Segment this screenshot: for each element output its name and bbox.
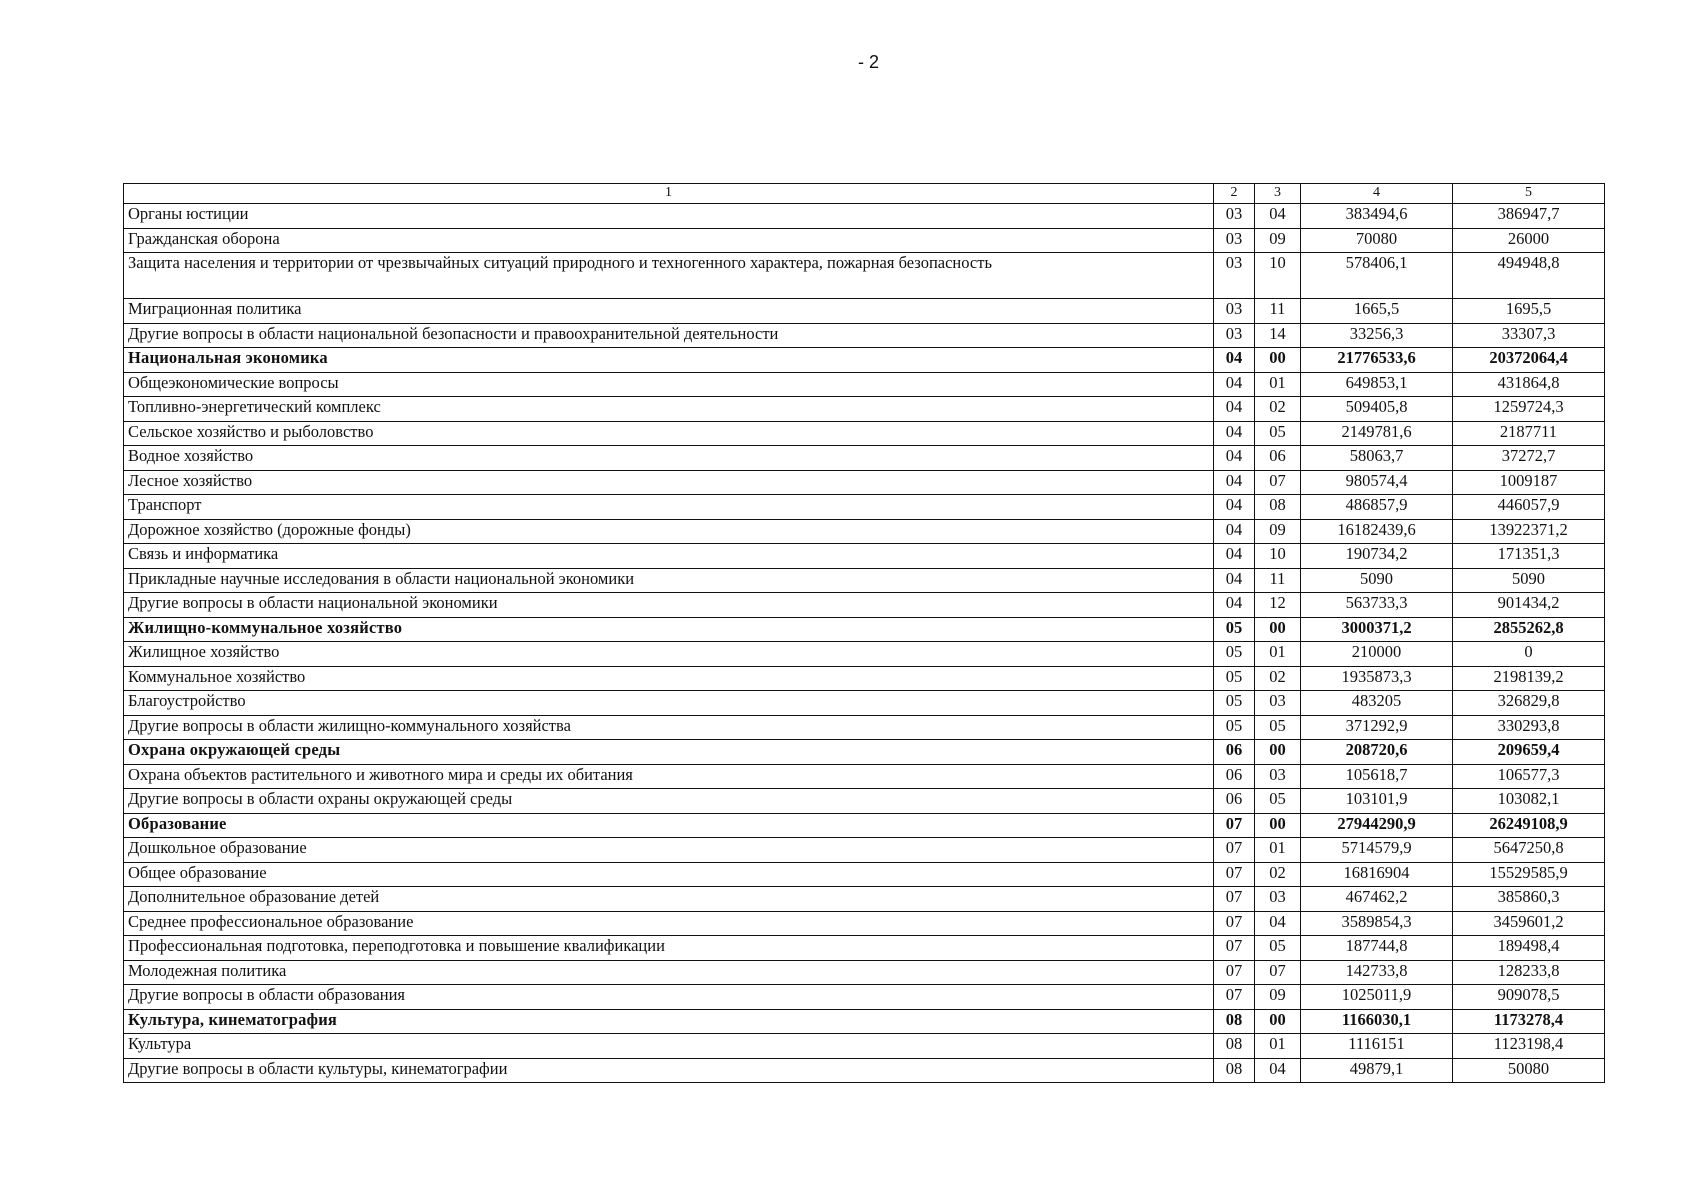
row-subsection-cell: 10 — [1255, 544, 1301, 569]
row-value-1-cell: 486857,9 — [1301, 495, 1453, 520]
row-value-2-cell: 326829,8 — [1453, 691, 1605, 716]
table-row — [124, 519, 1605, 544]
row-value-1-cell: 563733,3 — [1301, 593, 1453, 618]
row-value-1-cell: 509405,8 — [1301, 397, 1453, 422]
row-value-2-cell: 1259724,3 — [1453, 397, 1605, 422]
row-value-2-cell: 189498,4 — [1453, 936, 1605, 961]
table-row — [124, 887, 1605, 912]
row-name-cell: Жилищное хозяйство — [124, 642, 1214, 667]
row-subsection-cell: 05 — [1255, 936, 1301, 961]
row-value-1-cell: 105618,7 — [1301, 764, 1453, 789]
row-name-cell: Защита населения и территории от чрезвычайных ситуаций природного и техногенного характера, пожарная безопасность — [124, 253, 1214, 299]
row-name-cell: Сельское хозяйство и рыболовство — [124, 421, 1214, 446]
table-section-row — [124, 348, 1605, 373]
row-value-1-cell: 16182439,6 — [1301, 519, 1453, 544]
row-subsection-cell: 06 — [1255, 446, 1301, 471]
row-name-cell: Культура — [124, 1034, 1214, 1059]
table-row — [124, 764, 1605, 789]
row-subsection-cell: 04 — [1255, 1058, 1301, 1083]
row-name-cell: Другие вопросы в области образования — [124, 985, 1214, 1010]
row-value-2-cell: 1695,5 — [1453, 299, 1605, 324]
table-section-row — [124, 1009, 1605, 1034]
table-row — [124, 642, 1605, 667]
row-section-cell: 07 — [1214, 911, 1255, 936]
row-name-cell: Другие вопросы в области национальной экономики — [124, 593, 1214, 618]
row-section-cell: 04 — [1214, 495, 1255, 520]
row-value-2-cell: 1173278,4 — [1453, 1009, 1605, 1034]
row-subsection-cell: 00 — [1255, 813, 1301, 838]
row-name-cell: Профессиональная подготовка, переподготовка и повышение квалификации — [124, 936, 1214, 961]
row-value-1-cell: 649853,1 — [1301, 372, 1453, 397]
row-value-1-cell: 142733,8 — [1301, 960, 1453, 985]
table-row — [124, 228, 1605, 253]
table-row — [124, 470, 1605, 495]
table-row — [124, 299, 1605, 324]
row-section-cell: 07 — [1214, 985, 1255, 1010]
row-value-2-cell: 431864,8 — [1453, 372, 1605, 397]
row-value-2-cell: 901434,2 — [1453, 593, 1605, 618]
row-section-cell: 03 — [1214, 323, 1255, 348]
row-subsection-cell: 09 — [1255, 985, 1301, 1010]
row-subsection-cell: 02 — [1255, 666, 1301, 691]
row-section-cell: 04 — [1214, 593, 1255, 618]
row-name-cell: Другие вопросы в области охраны окружающей среды — [124, 789, 1214, 814]
row-value-1-cell: 1665,5 — [1301, 299, 1453, 324]
row-value-1-cell: 1116151 — [1301, 1034, 1453, 1059]
row-value-1-cell: 33256,3 — [1301, 323, 1453, 348]
row-name-cell: Среднее профессиональное образование — [124, 911, 1214, 936]
row-name-cell: Дорожное хозяйство (дорожные фонды) — [124, 519, 1214, 544]
header-col-5: 5 — [1453, 184, 1605, 204]
row-subsection-cell: 04 — [1255, 204, 1301, 229]
table-row — [124, 838, 1605, 863]
table-row — [124, 715, 1605, 740]
row-value-1-cell: 103101,9 — [1301, 789, 1453, 814]
row-section-cell: 03 — [1214, 299, 1255, 324]
header-col-3: 3 — [1255, 184, 1301, 204]
row-name-cell: Дополнительное образование детей — [124, 887, 1214, 912]
row-value-1-cell: 70080 — [1301, 228, 1453, 253]
row-value-1-cell: 980574,4 — [1301, 470, 1453, 495]
row-value-2-cell: 33307,3 — [1453, 323, 1605, 348]
row-section-cell: 03 — [1214, 253, 1255, 299]
row-subsection-cell: 03 — [1255, 764, 1301, 789]
row-value-2-cell: 386947,7 — [1453, 204, 1605, 229]
row-subsection-cell: 01 — [1255, 1034, 1301, 1059]
row-subsection-cell: 11 — [1255, 299, 1301, 324]
row-name-cell: Национальная экономика — [124, 348, 1214, 373]
row-subsection-cell: 05 — [1255, 715, 1301, 740]
row-subsection-cell: 00 — [1255, 617, 1301, 642]
row-value-1-cell: 5090 — [1301, 568, 1453, 593]
table-row — [124, 323, 1605, 348]
row-value-1-cell: 208720,6 — [1301, 740, 1453, 765]
row-subsection-cell: 14 — [1255, 323, 1301, 348]
row-value-2-cell: 106577,3 — [1453, 764, 1605, 789]
row-section-cell: 07 — [1214, 838, 1255, 863]
row-section-cell: 03 — [1214, 204, 1255, 229]
row-value-2-cell: 909078,5 — [1453, 985, 1605, 1010]
row-value-1-cell: 49879,1 — [1301, 1058, 1453, 1083]
row-value-1-cell: 3589854,3 — [1301, 911, 1453, 936]
header-col-2: 2 — [1214, 184, 1255, 204]
row-value-2-cell: 13922371,2 — [1453, 519, 1605, 544]
row-subsection-cell: 03 — [1255, 691, 1301, 716]
row-value-1-cell: 467462,2 — [1301, 887, 1453, 912]
row-subsection-cell: 04 — [1255, 911, 1301, 936]
row-subsection-cell: 01 — [1255, 838, 1301, 863]
row-value-2-cell: 26249108,9 — [1453, 813, 1605, 838]
row-subsection-cell: 08 — [1255, 495, 1301, 520]
row-name-cell: Водное хозяйство — [124, 446, 1214, 471]
row-name-cell: Лесное хозяйство — [124, 470, 1214, 495]
row-value-1-cell: 3000371,2 — [1301, 617, 1453, 642]
row-name-cell: Прикладные научные исследования в области национальной экономики — [124, 568, 1214, 593]
table-row — [124, 372, 1605, 397]
row-value-1-cell: 16816904 — [1301, 862, 1453, 887]
row-section-cell: 06 — [1214, 764, 1255, 789]
row-name-cell: Другие вопросы в области национальной безопасности и правоохранительной деятельности — [124, 323, 1214, 348]
row-section-cell: 05 — [1214, 691, 1255, 716]
row-subsection-cell: 01 — [1255, 372, 1301, 397]
row-section-cell: 04 — [1214, 519, 1255, 544]
row-value-2-cell: 1009187 — [1453, 470, 1605, 495]
row-name-cell: Другие вопросы в области культуры, кинематографии — [124, 1058, 1214, 1083]
header-col-1: 1 — [124, 184, 1214, 204]
row-section-cell: 06 — [1214, 740, 1255, 765]
row-subsection-cell: 01 — [1255, 642, 1301, 667]
row-value-2-cell: 330293,8 — [1453, 715, 1605, 740]
table-row — [124, 568, 1605, 593]
row-value-2-cell: 2187711 — [1453, 421, 1605, 446]
row-name-cell: Жилищно-коммунальное хозяйство — [124, 617, 1214, 642]
row-section-cell: 04 — [1214, 544, 1255, 569]
row-section-cell: 08 — [1214, 1034, 1255, 1059]
row-name-cell: Связь и информатика — [124, 544, 1214, 569]
row-subsection-cell: 05 — [1255, 789, 1301, 814]
page-number: - 2 — [858, 52, 880, 72]
row-value-2-cell: 0 — [1453, 642, 1605, 667]
row-section-cell: 05 — [1214, 666, 1255, 691]
row-value-2-cell: 128233,8 — [1453, 960, 1605, 985]
row-subsection-cell: 07 — [1255, 960, 1301, 985]
row-name-cell: Органы юстиции — [124, 204, 1214, 229]
table-row — [124, 544, 1605, 569]
table-body — [124, 184, 1605, 1083]
row-value-1-cell: 27944290,9 — [1301, 813, 1453, 838]
row-subsection-cell: 09 — [1255, 519, 1301, 544]
table-section-row — [124, 617, 1605, 642]
row-value-2-cell: 446057,9 — [1453, 495, 1605, 520]
row-section-cell: 07 — [1214, 960, 1255, 985]
row-value-2-cell: 494948,8 — [1453, 253, 1605, 299]
row-subsection-cell: 10 — [1255, 253, 1301, 299]
row-subsection-cell: 02 — [1255, 862, 1301, 887]
row-value-1-cell: 5714579,9 — [1301, 838, 1453, 863]
row-value-1-cell: 210000 — [1301, 642, 1453, 667]
row-value-2-cell: 385860,3 — [1453, 887, 1605, 912]
table-row — [124, 789, 1605, 814]
row-section-cell: 04 — [1214, 568, 1255, 593]
row-name-cell: Охрана объектов растительного и животного мира и среды их обитания — [124, 764, 1214, 789]
row-value-2-cell: 103082,1 — [1453, 789, 1605, 814]
row-value-1-cell: 483205 — [1301, 691, 1453, 716]
row-value-1-cell: 21776533,6 — [1301, 348, 1453, 373]
row-subsection-cell: 00 — [1255, 1009, 1301, 1034]
table-section-row — [124, 740, 1605, 765]
row-name-cell: Общее образование — [124, 862, 1214, 887]
row-section-cell: 07 — [1214, 936, 1255, 961]
table-section-row — [124, 813, 1605, 838]
table-row — [124, 691, 1605, 716]
row-section-cell: 07 — [1214, 887, 1255, 912]
row-name-cell: Общеэкономические вопросы — [124, 372, 1214, 397]
row-section-cell: 05 — [1214, 617, 1255, 642]
row-value-2-cell: 209659,4 — [1453, 740, 1605, 765]
table-row — [124, 911, 1605, 936]
row-section-cell: 06 — [1214, 789, 1255, 814]
row-name-cell: Молодежная политика — [124, 960, 1214, 985]
row-subsection-cell: 07 — [1255, 470, 1301, 495]
row-value-1-cell: 2149781,6 — [1301, 421, 1453, 446]
table-row — [124, 666, 1605, 691]
row-name-cell: Охрана окружающей среды — [124, 740, 1214, 765]
table-row — [124, 1058, 1605, 1083]
row-section-cell: 03 — [1214, 228, 1255, 253]
row-name-cell: Благоустройство — [124, 691, 1214, 716]
row-name-cell: Другие вопросы в области жилищно-коммунального хозяйства — [124, 715, 1214, 740]
row-name-cell: Образование — [124, 813, 1214, 838]
table-row — [124, 397, 1605, 422]
row-name-cell: Гражданская оборона — [124, 228, 1214, 253]
row-value-2-cell: 20372064,4 — [1453, 348, 1605, 373]
row-section-cell: 05 — [1214, 715, 1255, 740]
row-value-2-cell: 5647250,8 — [1453, 838, 1605, 863]
row-name-cell: Дошкольное образование — [124, 838, 1214, 863]
row-name-cell: Транспорт — [124, 495, 1214, 520]
row-value-2-cell: 15529585,9 — [1453, 862, 1605, 887]
row-subsection-cell: 09 — [1255, 228, 1301, 253]
row-section-cell: 04 — [1214, 421, 1255, 446]
row-section-cell: 04 — [1214, 446, 1255, 471]
row-subsection-cell: 02 — [1255, 397, 1301, 422]
row-subsection-cell: 00 — [1255, 740, 1301, 765]
table-row — [124, 862, 1605, 887]
row-value-1-cell: 578406,1 — [1301, 253, 1453, 299]
row-value-1-cell: 190734,2 — [1301, 544, 1453, 569]
table-row — [124, 960, 1605, 985]
row-section-cell: 04 — [1214, 372, 1255, 397]
row-name-cell: Топливно-энергетический комплекс — [124, 397, 1214, 422]
row-subsection-cell: 00 — [1255, 348, 1301, 373]
row-value-2-cell: 26000 — [1453, 228, 1605, 253]
row-value-1-cell: 383494,6 — [1301, 204, 1453, 229]
row-subsection-cell: 12 — [1255, 593, 1301, 618]
row-value-1-cell: 1166030,1 — [1301, 1009, 1453, 1034]
row-value-2-cell: 37272,7 — [1453, 446, 1605, 471]
row-section-cell: 08 — [1214, 1009, 1255, 1034]
row-section-cell: 07 — [1214, 862, 1255, 887]
row-value-1-cell: 187744,8 — [1301, 936, 1453, 961]
row-name-cell: Коммунальное хозяйство — [124, 666, 1214, 691]
table-row — [124, 936, 1605, 961]
table-row — [124, 253, 1605, 299]
row-name-cell: Миграционная политика — [124, 299, 1214, 324]
row-subsection-cell: 03 — [1255, 887, 1301, 912]
table-row — [124, 204, 1605, 229]
budget-table — [123, 183, 1605, 1083]
row-section-cell: 05 — [1214, 642, 1255, 667]
row-section-cell: 04 — [1214, 397, 1255, 422]
row-name-cell: Культура, кинематография — [124, 1009, 1214, 1034]
row-value-2-cell: 5090 — [1453, 568, 1605, 593]
table-row — [124, 593, 1605, 618]
row-value-1-cell: 1025011,9 — [1301, 985, 1453, 1010]
row-value-2-cell: 50080 — [1453, 1058, 1605, 1083]
header-col-4: 4 — [1301, 184, 1453, 204]
table-row — [124, 1034, 1605, 1059]
table-row — [124, 495, 1605, 520]
row-value-1-cell: 1935873,3 — [1301, 666, 1453, 691]
row-value-2-cell: 2855262,8 — [1453, 617, 1605, 642]
row-section-cell: 07 — [1214, 813, 1255, 838]
table-row — [124, 985, 1605, 1010]
row-section-cell: 04 — [1214, 348, 1255, 373]
row-section-cell: 04 — [1214, 470, 1255, 495]
table-row — [124, 446, 1605, 471]
row-section-cell: 08 — [1214, 1058, 1255, 1083]
row-value-2-cell: 3459601,2 — [1453, 911, 1605, 936]
table-header-row — [124, 184, 1605, 204]
row-value-1-cell: 371292,9 — [1301, 715, 1453, 740]
row-subsection-cell: 11 — [1255, 568, 1301, 593]
row-subsection-cell: 05 — [1255, 421, 1301, 446]
row-value-2-cell: 1123198,4 — [1453, 1034, 1605, 1059]
row-value-2-cell: 2198139,2 — [1453, 666, 1605, 691]
table-row — [124, 421, 1605, 446]
row-value-2-cell: 171351,3 — [1453, 544, 1605, 569]
row-value-1-cell: 58063,7 — [1301, 446, 1453, 471]
